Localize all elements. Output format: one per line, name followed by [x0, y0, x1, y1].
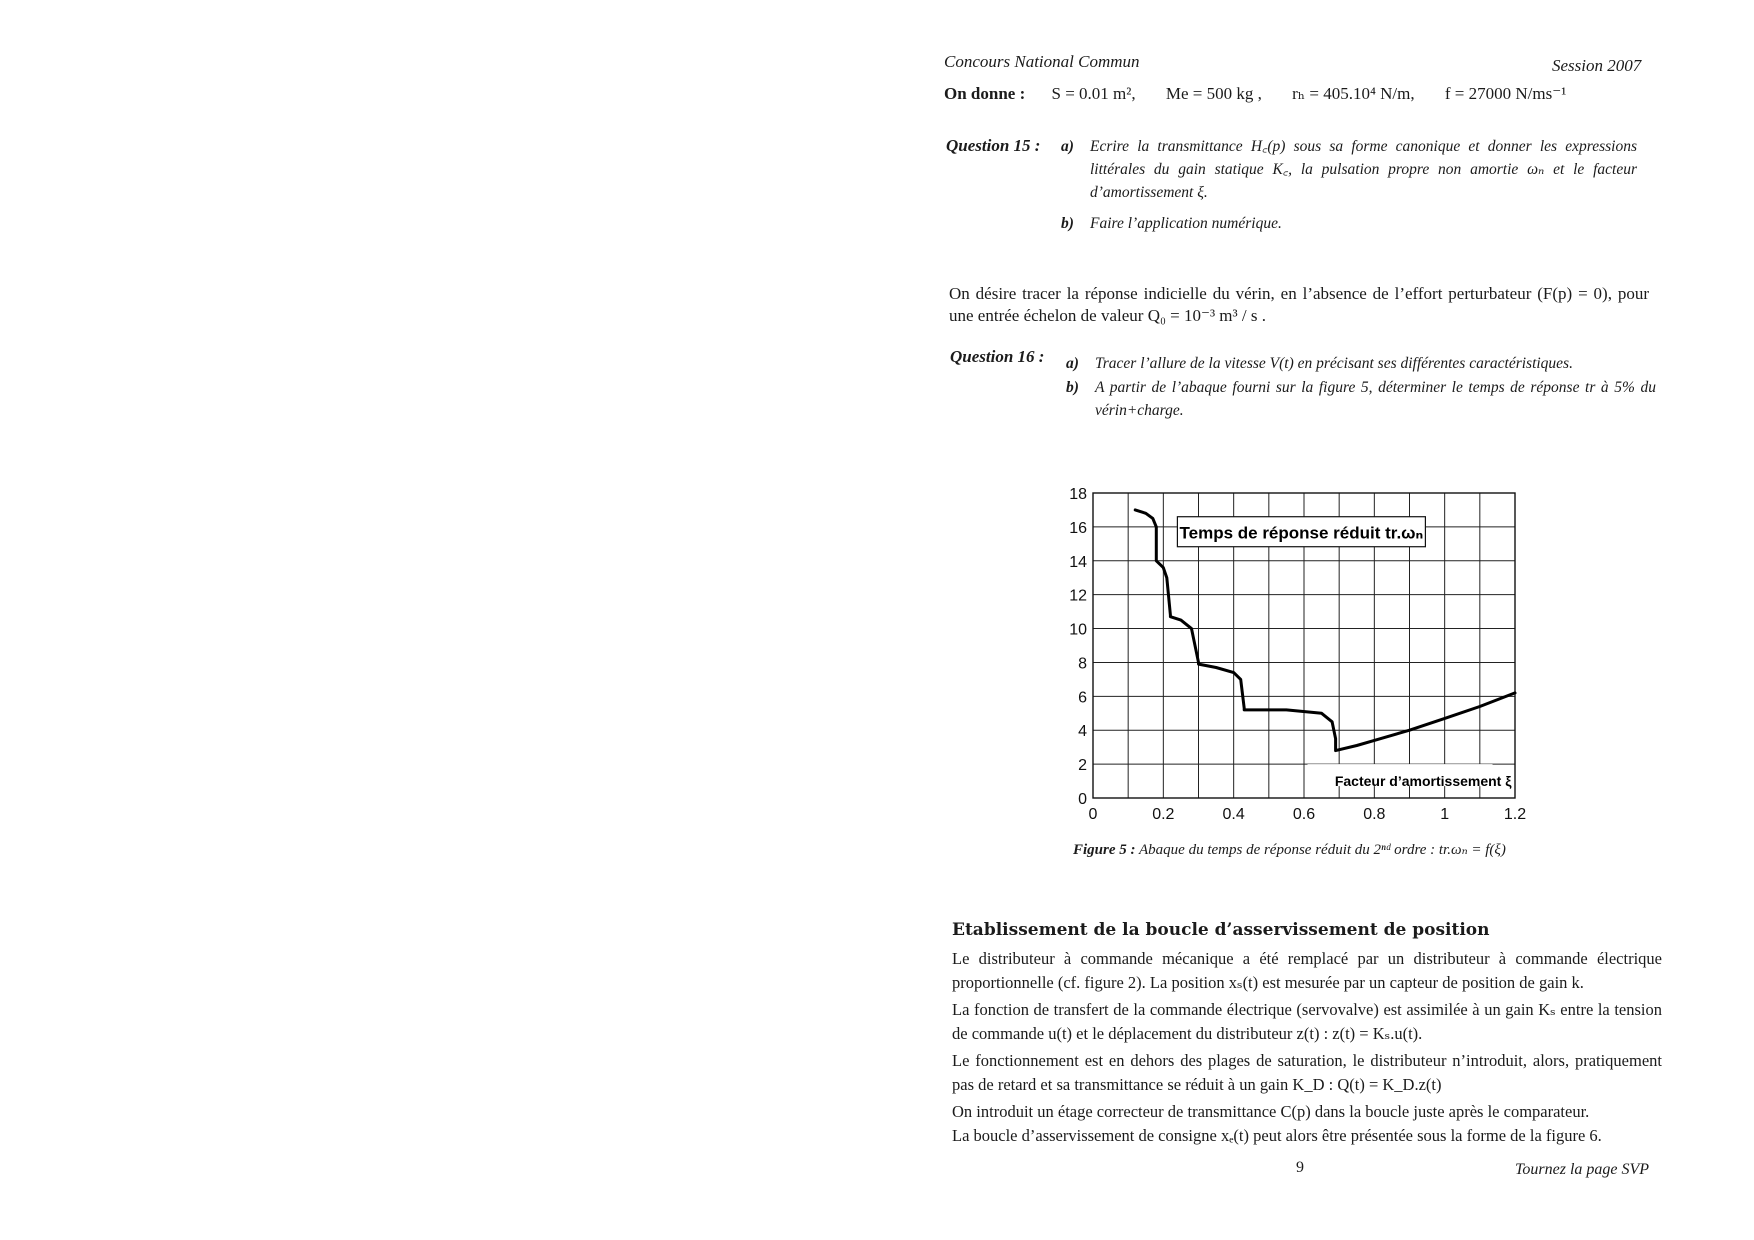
- y-tick-label: 8: [1078, 655, 1087, 673]
- item-text: Faire l’application numérique.: [1090, 215, 1282, 232]
- x-tick-label: 1.2: [1503, 806, 1527, 823]
- given-mass: Me = 500 kg ,: [1165, 84, 1262, 103]
- x-tick-label: 0.8: [1363, 806, 1386, 823]
- y-tick-label: 4: [1078, 723, 1087, 741]
- question-15-label: Question 15 :: [946, 136, 1041, 155]
- footer-right: Tournez la page SVP: [1515, 1161, 1650, 1178]
- item-text: A partir de l’abaque fourni sur la figure 5, déterminer le temps de réponse tr à 5% du vérin+charge.: [1095, 379, 1656, 419]
- x-tick-label: 0.2: [1152, 806, 1175, 823]
- given-stiffness: rₕ = 405.10⁴ N/m,: [1292, 84, 1415, 103]
- given-label: On donne :: [944, 84, 1026, 103]
- question-15-item-a: [1061, 135, 1637, 204]
- x-tick-label: 1: [1440, 806, 1450, 823]
- y-tick-label: 0: [1078, 791, 1087, 808]
- y-tick-label: 6: [1078, 689, 1087, 707]
- y-tick-label: 2: [1078, 757, 1087, 775]
- item-key: a): [1066, 355, 1079, 372]
- section-paragraph-3: Le fonctionnement est en dehors des plages de saturation, le distributeur n’introduit, alors, pratiquement pas de retard et sa transmittance se réduit à un gain K_D : Q(t) = K_D.z(t): [952, 1051, 1662, 1094]
- x-tick-label: 0.6: [1292, 806, 1316, 823]
- given-friction: f = 27000 N/ms⁻¹: [1444, 84, 1567, 103]
- y-tick-label: 14: [1069, 553, 1087, 571]
- x-tick-label: 0: [1088, 806, 1098, 823]
- question-16-item-b: [1066, 376, 1656, 422]
- figure-caption-text: Abaque du temps de réponse réduit du 2ⁿᵈ ordre : tr.ωₙ = f(ξ): [1139, 842, 1506, 858]
- item-text: Ecrire la transmittance H꜀(p) sous sa forme canonique et donner les expressions littérales du gain statique K꜀, la pulsation propre non amortie ωₙ et le facteur d’amortissement ξ.: [1090, 138, 1637, 201]
- page-number: 9: [1296, 1159, 1304, 1176]
- question-15-item-b: [1061, 212, 1637, 235]
- figure-5-chart: [1050, 478, 1530, 828]
- item-text: Tracer l’allure de la vitesse V(t) en précisant ses différentes caractéristiques.: [1095, 355, 1573, 372]
- given-surface: S = 0.01 m²,: [1051, 84, 1136, 103]
- header-left: Concours National Commun: [944, 52, 1140, 71]
- question-16-item-a: [1066, 352, 1656, 375]
- x-tick-label: 0.4: [1222, 806, 1245, 823]
- section-paragraph-2: La fonction de transfert de la commande électrique (servovalve) est assimilée à un gain Kₛ entre la tension de commande u(t) et le déplacement du distributeur z(t) : z(t) = Kₛ.u(t).: [952, 1000, 1662, 1043]
- section-paragraph-1: Le distributeur à commande mécanique a été remplacé par un distributeur à commande électrique proportionnelle (cf. figure 2). La position xₛ(t) est mesurée par un capteur de position de gain k.: [952, 949, 1662, 992]
- y-tick-label: 12: [1069, 587, 1087, 605]
- item-key: b): [1066, 379, 1079, 396]
- y-tick-label: 16: [1069, 519, 1087, 537]
- figure-number: Figure 5 :: [1073, 842, 1136, 858]
- y-tick-label: 10: [1069, 621, 1087, 639]
- header-right: Session 2007: [1552, 56, 1642, 75]
- figure-caption: [1073, 840, 1506, 859]
- item-key: b): [1061, 215, 1074, 232]
- section-title: Etablissement de la boucle d’asservissement de position: [952, 920, 1490, 940]
- y-tick-label: 18: [1069, 486, 1087, 503]
- section-paragraph-5: La boucle d’asservissement de consigne xₑ(t) peut alors être présentée sous la forme de la figure 6.: [952, 1126, 1602, 1145]
- x-axis-label: Facteur d’amortissement ξ: [1334, 773, 1512, 790]
- section-paragraph-4: On introduit un étage correcteur de transmittance C(p) dans la boucle juste après le comparateur.: [952, 1102, 1590, 1121]
- item-key: a): [1061, 138, 1074, 155]
- intro-paragraph: On désire tracer la réponse indicielle du vérin, en l’absence de l’effort perturbateur (F(p) = 0), pour une entrée échelon de valeur Q₀ = 10⁻³ m³ / s .: [949, 284, 1649, 325]
- chart-title: Temps de réponse réduit tr.ωₙ: [1179, 523, 1424, 543]
- given-line: [944, 84, 1566, 104]
- question-16-label: Question 16 :: [950, 347, 1045, 366]
